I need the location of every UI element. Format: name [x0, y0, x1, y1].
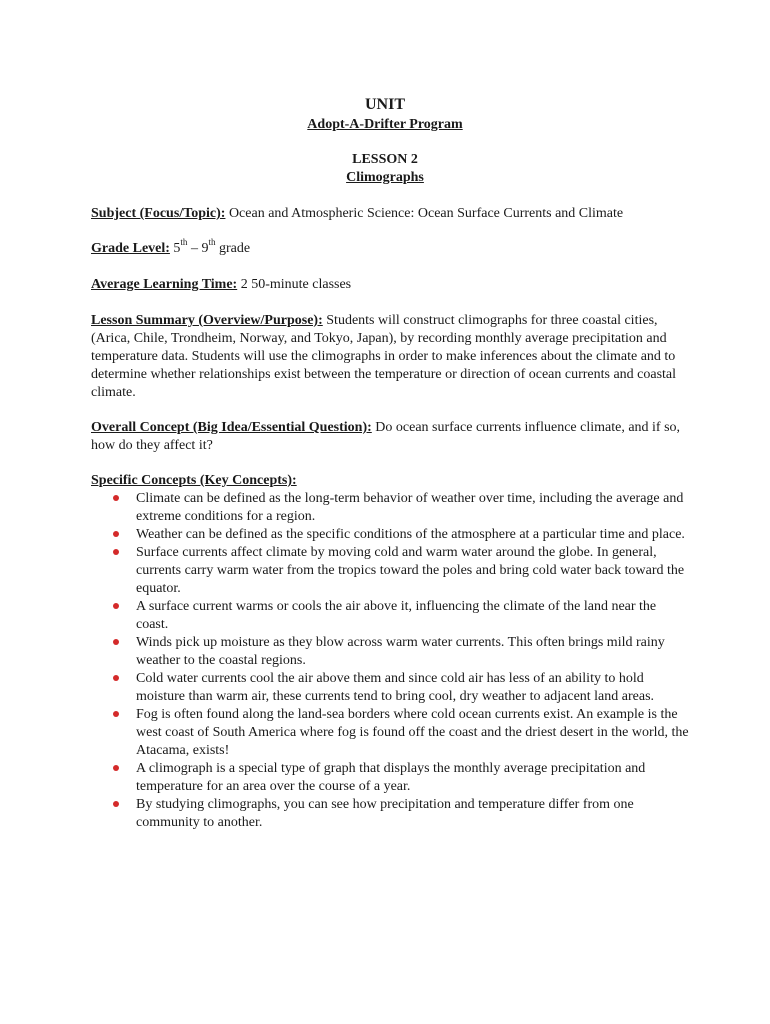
- learning-time-field: [91, 276, 681, 294]
- specific-concepts-heading: [91, 472, 681, 490]
- bullet-icon: [113, 639, 119, 645]
- grade-label: Grade Level:: [91, 241, 170, 256]
- bullet-icon: [113, 675, 119, 681]
- list-item: [91, 634, 691, 670]
- list-item-text: Cold water currents cool the air above them and since cold air has less of an ability to hold moisture than warm air, these currents tend to bring cool, dry weather to adjacent land areas.: [136, 671, 655, 704]
- lesson-summary-label: Lesson Summary (Overview/Purpose):: [91, 313, 323, 328]
- list-item-text: Weather can be defined as the specific conditions of the atmosphere at a particular time and place.: [136, 527, 685, 542]
- list-item-text: Fog is often found along the land-sea borders where cold ocean currents exist. An example is the west coast of South America where fog is found off the coast and the driest desert in the world, the Atacama, exists!: [136, 707, 689, 758]
- overall-concept-field: [91, 419, 681, 455]
- bullet-icon: [113, 531, 119, 537]
- bullet-icon: [113, 603, 119, 609]
- grade-suffix: grade: [218, 241, 251, 256]
- unit-heading: UNIT: [364, 96, 405, 113]
- list-item-text: A surface current warms or cools the air above it, influencing the climate of the land near the coast.: [136, 599, 657, 632]
- lesson-number: LESSON 2: [352, 152, 418, 167]
- bullet-icon: [113, 711, 119, 717]
- grade-from-sup: th: [180, 237, 188, 248]
- list-item-text: A climograph is a special type of graph that displays the monthly average precipitation and temperature for an area over the course of a year.: [136, 761, 646, 794]
- subject-label: Subject (Focus/Topic):: [91, 206, 226, 221]
- subject-value: Ocean and Atmospheric Science: Ocean Surface Currents and Climate: [228, 206, 624, 221]
- list-item: [91, 706, 691, 760]
- list-item-text: Climate can be defined as the long-term behavior of weather over time, including the average and extreme conditions for a region.: [136, 491, 684, 524]
- grade-from: 5: [173, 241, 181, 256]
- list-item: [91, 598, 691, 634]
- list-item: [91, 796, 691, 832]
- lesson-title: Climographs: [346, 170, 424, 185]
- subject-field: [91, 205, 681, 223]
- learning-time-label: Average Learning Time:: [91, 277, 238, 292]
- specific-concepts-label: Specific Concepts (Key Concepts):: [91, 473, 297, 488]
- overall-concept-value: Do ocean surface currents influence climate, and if so, how do they affect it?: [91, 420, 681, 453]
- specific-concepts-list: [91, 490, 691, 832]
- list-item: [91, 526, 691, 544]
- overall-concept-label: Overall Concept (Big Idea/Essential Question):: [91, 420, 372, 435]
- bullet-icon: [113, 765, 119, 771]
- program-title: Adopt-A-Drifter Program: [307, 117, 463, 132]
- grade-sep: – 9: [190, 241, 209, 256]
- list-item-text: Surface currents affect climate by moving cold and warm water around the globe. In general, currents carry warm water from the tropics toward the poles and bring cold water back toward the equator.: [136, 545, 685, 596]
- grade-field: [91, 237, 681, 258]
- list-item: [91, 760, 691, 796]
- list-item: [91, 490, 691, 526]
- grade-to-sup: th: [208, 237, 216, 248]
- lesson-summary-value: Students will construct climographs for three coastal cities, (Arica, Chile, Trondheim, Norway, and Tokyo, Japan), by recording monthly average precipitation and temperature data. Students will use the climographs in order to make inferences about the climate and to determine whether relationships exist between the temperature or direction of ocean currents and coastal climate.: [91, 313, 677, 400]
- list-item-text: Winds pick up moisture as they blow across warm water currents. This often brings mild rainy weather to the coastal regions.: [136, 635, 665, 668]
- bullet-icon: [113, 801, 119, 807]
- bullet-icon: [113, 495, 119, 501]
- bullet-icon: [113, 549, 119, 555]
- lesson-summary-field: [91, 312, 681, 402]
- list-item: [91, 544, 691, 598]
- learning-time-value: 2 50-minute classes: [240, 277, 352, 292]
- list-item: [91, 670, 691, 706]
- list-item-text: By studying climographs, you can see how precipitation and temperature differ from one community to another.: [136, 797, 634, 830]
